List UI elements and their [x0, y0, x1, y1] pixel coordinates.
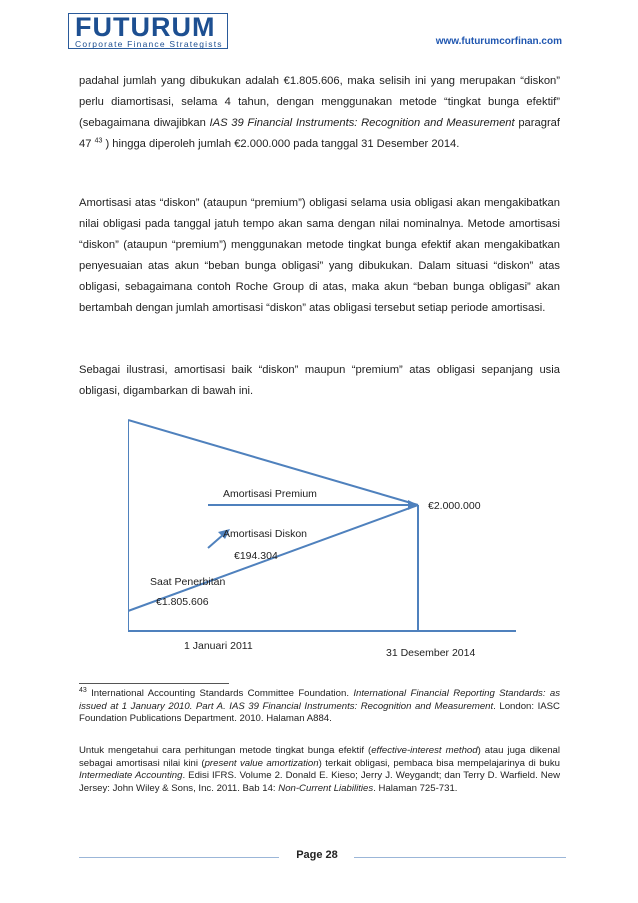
logo-tagline: Corporate Finance Strategists	[75, 39, 223, 49]
paragraph-3: Sebagai ilustrasi, amortisasi baik “diskon” maupun “premium” atas obligasi sepanjang usia obligasi, digambarkan di bawah ini.	[79, 364, 560, 397]
fn2-book-title: Intermediate Accounting	[79, 770, 183, 782]
footnote-note	[79, 745, 560, 795]
page-number: Page 28	[296, 849, 338, 861]
footer-line-left	[79, 857, 279, 858]
paragraph-2: Amortisasi atas “diskon” (ataupun “premium”) obligasi selama usia obligasi akan mengakibatkan nilai obligasi pada tanggal jatuh tempo akan sama dengan nilai nominalnya. Metode amortisasi “diskon” (ataupun “premium”) menggunakan metode tingkat bunga efektif akan mengakibatkan penyesuaian atas akun “beban bunga obligasi” yang dibukukan. Dalam situasi “diskon” atas obligasi, sebagaimana contoh Roche Group di atas, maka akun “beban bunga obligasi” akan bertambah dengan jumlah amortisasi “diskon” atas obligasi tersebut setiap periode amortisasi.	[79, 197, 560, 314]
fn2-text-d: . Edisi IFRS. Volume 2. Donald E. Kieso; Jerry J. Weygandt; dan Terry D. Warfield. New Jersey: John Wiley & Sons, Inc. 2011. Bab 14:	[79, 770, 560, 794]
p1-text-b: paragraf 47	[79, 117, 561, 150]
fn2-text-e: . Halaman 725-731.	[373, 782, 458, 794]
premium-arrowhead	[408, 500, 418, 510]
logo-wordmark: FUTURUM	[75, 12, 216, 42]
fn2-chapter-title: Non-Current Liabilities	[278, 782, 374, 794]
issue-label: Saat Penerbitan	[150, 576, 226, 588]
start-date: 1 Januari 2011	[184, 640, 253, 652]
discount-value: €194.304	[234, 550, 278, 562]
footnote-number: 43	[79, 686, 87, 694]
fn2-em-1: effective-interest method	[371, 745, 478, 756]
premium-label: Amortisasi Premium	[223, 488, 317, 500]
p1-text-c: ) hingga diperoleh jumlah €2.000.000 pada tanggal 31 Desember 2014.	[102, 138, 460, 150]
fn1-text-a: International Accounting Standards Committee Foundation.	[86, 688, 354, 699]
discount-label: Amortisasi Diskon	[223, 528, 308, 540]
paragraph-1	[79, 71, 560, 155]
discount-arrow	[208, 534, 224, 548]
footnote-43	[79, 688, 560, 726]
website-url[interactable]: www.futurumcorfinan.com	[435, 36, 562, 47]
p1-text-a: padahal jumlah yang dibukukan adalah €1.805.606, maka selisih ini yang merupakan “diskon” perlu diamortisasi, selama 4 tahun, dengan menggunakan metode “tingkat bunga efektif” (sebagaimana diwajibkan	[79, 75, 560, 129]
company-logo	[68, 13, 228, 49]
fn1-title: International Financial Reporting Standards: as issued at 1 January 2010. Part A. IAS 39 Financial Instruments: Recognition and Measurement	[79, 688, 560, 712]
p1-standard-title: IAS 39 Financial Instruments: Recognition and Measurement	[209, 117, 515, 129]
fn2-em-2: present value amortization	[204, 757, 319, 769]
fn2-text-b: ) atau juga dikenal sebagai amortisasi nilai kini (	[79, 745, 560, 769]
fn2-text-c: ) terkait obligasi, pembaca bisa mempelajarinya di buku	[318, 757, 560, 769]
end-date: 31 Desember 2014	[386, 647, 476, 659]
footnote-ref-43[interactable]: 43	[94, 137, 103, 145]
target-value: €2.000.000	[428, 500, 481, 512]
issue-value: €1.805.606	[156, 596, 209, 608]
fn2-text-a: Untuk mengetahui cara perhitungan metode tingkat bunga efektif (	[79, 745, 372, 756]
amortization-diagram	[128, 418, 518, 660]
fn1-text-b: . London: IASC Foundation Publications Department. 2010. Halaman A884.	[79, 700, 560, 725]
footer-line-right	[354, 857, 566, 858]
footnote-divider	[79, 683, 229, 684]
